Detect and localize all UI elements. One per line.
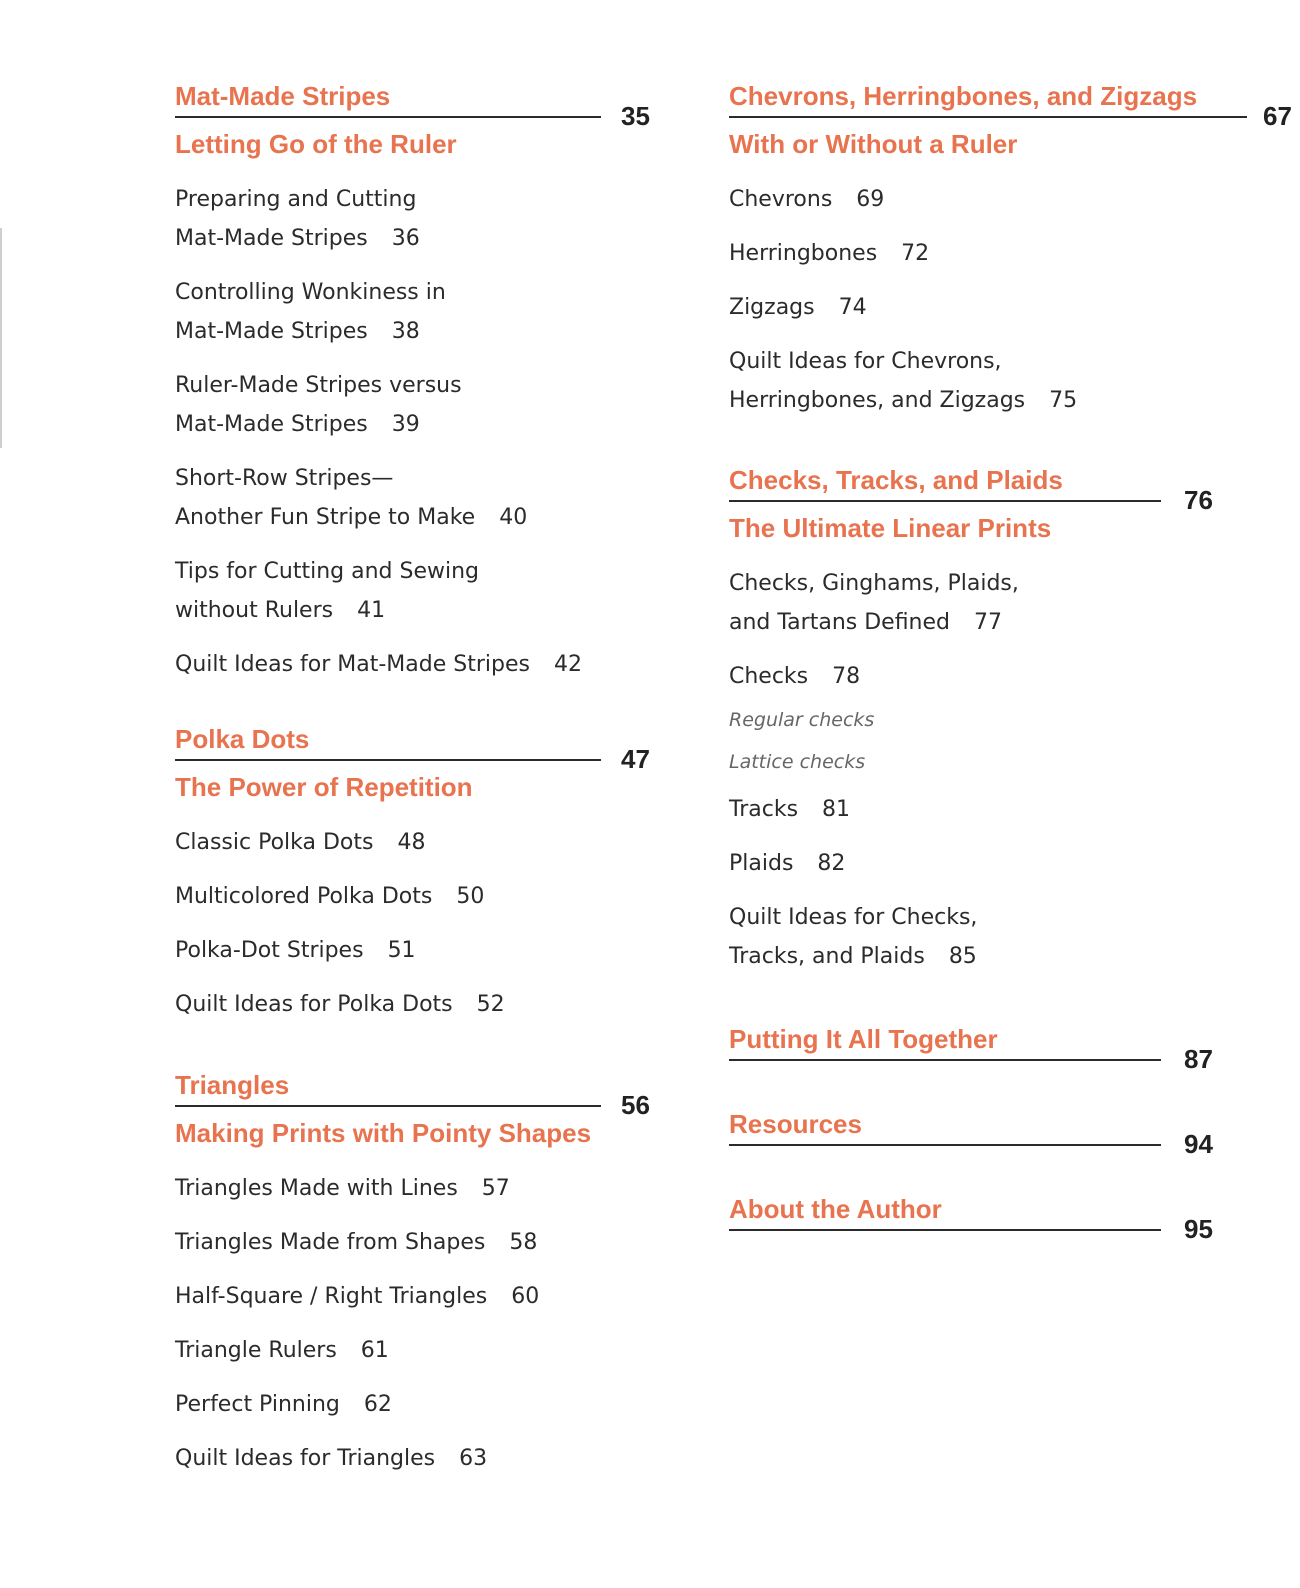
entry-line-2: Mat-Made Stripes — [175, 226, 368, 251]
entry-page: 78 — [832, 664, 861, 689]
section-entries — [175, 1169, 591, 1478]
section-rule — [729, 500, 1161, 502]
section-title[interactable]: About the Author — [729, 1194, 942, 1224]
entry-line-2: without Rulers — [175, 598, 334, 623]
section-page-number[interactable]: 56 — [621, 1090, 650, 1120]
entry-text: Quilt Ideas for Polka Dots — [175, 992, 453, 1017]
entry-page: 69 — [856, 187, 885, 212]
entry-page: 75 — [1049, 388, 1078, 413]
toc-entry[interactable] — [729, 790, 1063, 829]
toc-entry[interactable] — [175, 273, 582, 351]
section-title[interactable]: Polka Dots — [175, 724, 310, 754]
entry-page: 50 — [456, 884, 485, 909]
entry-line-2: Tracks, and Plaids — [729, 944, 925, 969]
entry-text: Tracks — [729, 797, 799, 822]
toc-entry[interactable] — [729, 898, 1063, 976]
entry-line-1: Short-Row Stripes— — [175, 466, 394, 491]
entry-page: 81 — [822, 797, 851, 822]
entry-text: Perfect Pinning — [175, 1392, 340, 1417]
toc-entry[interactable] — [175, 823, 505, 862]
entry-line-2: Another Fun Stripe to Make — [175, 505, 476, 530]
section-rule — [729, 116, 1247, 118]
toc-entry[interactable] — [175, 366, 582, 444]
toc-entry[interactable] — [729, 564, 1063, 642]
entry-text: Triangle Rulers — [175, 1338, 337, 1363]
entry-page: 60 — [511, 1284, 540, 1309]
toc-entry[interactable] — [729, 288, 1197, 327]
entry-page: 63 — [459, 1446, 488, 1471]
section-entries — [729, 564, 1063, 976]
section-rule — [175, 116, 601, 118]
section-title[interactable]: Checks, Tracks, and Plaids — [729, 465, 1063, 495]
toc-section-chevrons — [729, 80, 1292, 435]
section-rule — [729, 1144, 1161, 1146]
section-rule — [729, 1229, 1161, 1231]
section-subtitle: The Ultimate Linear Prints — [729, 513, 1052, 543]
toc-section-polka-dots — [175, 723, 650, 1039]
section-rule — [729, 1059, 1161, 1061]
toc-section-resources — [729, 1108, 1213, 1159]
entry-line-1: Checks, Ginghams, Plaids, — [729, 571, 1019, 596]
entry-line-1: Preparing and Cutting — [175, 187, 417, 212]
entry-text: Plaids — [729, 851, 794, 876]
entry-page: 52 — [476, 992, 505, 1017]
section-title[interactable]: Mat-Made Stripes — [175, 81, 391, 111]
section-entries — [175, 180, 582, 684]
section-page-number[interactable]: 76 — [1184, 485, 1213, 515]
section-title[interactable]: Chevrons, Herringbones, and Zigzags — [729, 81, 1198, 111]
entry-text: Triangles Made with Lines — [175, 1176, 458, 1201]
entry-page: 40 — [499, 505, 528, 530]
entry-page: 38 — [391, 319, 420, 344]
entry-text: Triangles Made from Shapes — [175, 1230, 486, 1255]
toc-entry[interactable] — [729, 844, 1063, 883]
entry-page: 82 — [817, 851, 846, 876]
section-entries — [729, 180, 1197, 420]
entry-page: 41 — [357, 598, 386, 623]
entry-page: 74 — [838, 295, 867, 320]
section-page-number[interactable]: 94 — [1184, 1129, 1213, 1159]
toc-entry[interactable] — [175, 1439, 591, 1478]
entry-page: 42 — [553, 652, 582, 677]
section-title[interactable]: Triangles — [175, 1070, 290, 1100]
entry-page: 85 — [948, 944, 977, 969]
page-edge-mark — [0, 228, 2, 448]
toc-section-triangles — [175, 1069, 650, 1493]
toc-subentry[interactable]: Regular checks — [729, 709, 875, 731]
toc-entry[interactable] — [175, 459, 582, 537]
section-title[interactable]: Putting It All Together — [729, 1024, 998, 1054]
entry-text: Chevrons — [729, 187, 833, 212]
entry-page: 39 — [391, 412, 420, 437]
toc-entry[interactable] — [175, 1169, 591, 1208]
toc-entry[interactable] — [175, 931, 505, 970]
toc-section-mat-made-stripes — [175, 80, 650, 699]
entry-text: Polka-Dot Stripes — [175, 938, 364, 963]
toc-entry[interactable] — [729, 234, 1197, 273]
entry-line-1: Tips for Cutting and Sewing — [175, 559, 480, 584]
section-page-number[interactable]: 95 — [1184, 1214, 1213, 1244]
toc-entry[interactable] — [175, 645, 582, 684]
entry-page: 57 — [481, 1176, 510, 1201]
toc-entry[interactable] — [175, 1331, 591, 1370]
toc-entry[interactable] — [175, 985, 505, 1024]
section-subtitle: The Power of Repetition — [175, 772, 473, 802]
section-page-number[interactable]: 87 — [1184, 1044, 1213, 1074]
entry-line-2: Mat-Made Stripes — [175, 412, 368, 437]
toc-entry[interactable] — [175, 552, 582, 630]
toc-entry[interactable] — [175, 1277, 591, 1316]
section-page-number[interactable]: 67 — [1263, 101, 1292, 131]
entry-page: 48 — [397, 830, 426, 855]
entry-page: 36 — [391, 226, 420, 251]
toc-section-checks — [729, 464, 1213, 991]
toc-entry[interactable] — [729, 657, 1063, 696]
toc-section-putting-it-together — [729, 1023, 1213, 1074]
entry-text: Quilt Ideas for Mat-Made Stripes — [175, 652, 530, 677]
section-title[interactable]: Resources — [729, 1109, 862, 1139]
entry-text: Half-Square / Right Triangles — [175, 1284, 488, 1309]
toc-entry[interactable] — [175, 1223, 591, 1262]
section-subtitle: Letting Go of the Ruler — [175, 129, 457, 159]
entry-line-1: Ruler-Made Stripes versus — [175, 373, 462, 398]
entry-page: 51 — [387, 938, 416, 963]
section-page-number[interactable]: 35 — [621, 101, 650, 131]
entry-line-2: Herringbones, and Zigzags — [729, 388, 1026, 413]
entry-page: 62 — [363, 1392, 392, 1417]
entry-text: Checks — [729, 664, 809, 689]
toc-entry[interactable] — [729, 342, 1197, 420]
section-rule — [175, 759, 601, 761]
entry-page: 58 — [509, 1230, 538, 1255]
toc-entry[interactable] — [729, 180, 1197, 219]
toc-entry[interactable] — [175, 180, 582, 258]
section-page-number[interactable]: 47 — [621, 744, 650, 774]
section-entries — [175, 823, 505, 1024]
entry-page: 77 — [974, 610, 1002, 635]
entry-page: 72 — [901, 241, 930, 266]
entry-text: Classic Polka Dots — [175, 830, 374, 855]
entry-line-1: Controlling Wonkiness in — [175, 280, 446, 305]
toc-subentry[interactable]: Lattice checks — [729, 751, 866, 773]
entry-line-1: Quilt Ideas for Checks, — [729, 905, 978, 930]
section-rule — [175, 1105, 601, 1107]
section-subtitle: Making Prints with Pointy Shapes — [175, 1118, 592, 1148]
entry-text: Herringbones — [729, 241, 878, 266]
entry-text: Zigzags — [729, 295, 815, 320]
toc-entry[interactable] — [175, 1385, 591, 1424]
section-subtitle: With or Without a Ruler — [729, 129, 1018, 159]
entry-page: 61 — [360, 1338, 389, 1363]
entry-line-1: Quilt Ideas for Chevrons, — [729, 349, 1002, 374]
entry-line-2: and Tartans Defined — [729, 610, 950, 635]
entry-text: Multicolored Polka Dots — [175, 884, 433, 909]
entry-text: Quilt Ideas for Triangles — [175, 1446, 436, 1471]
toc-entry[interactable] — [175, 877, 505, 916]
toc-section-about-author — [729, 1193, 1213, 1244]
entry-line-2: Mat-Made Stripes — [175, 319, 368, 344]
